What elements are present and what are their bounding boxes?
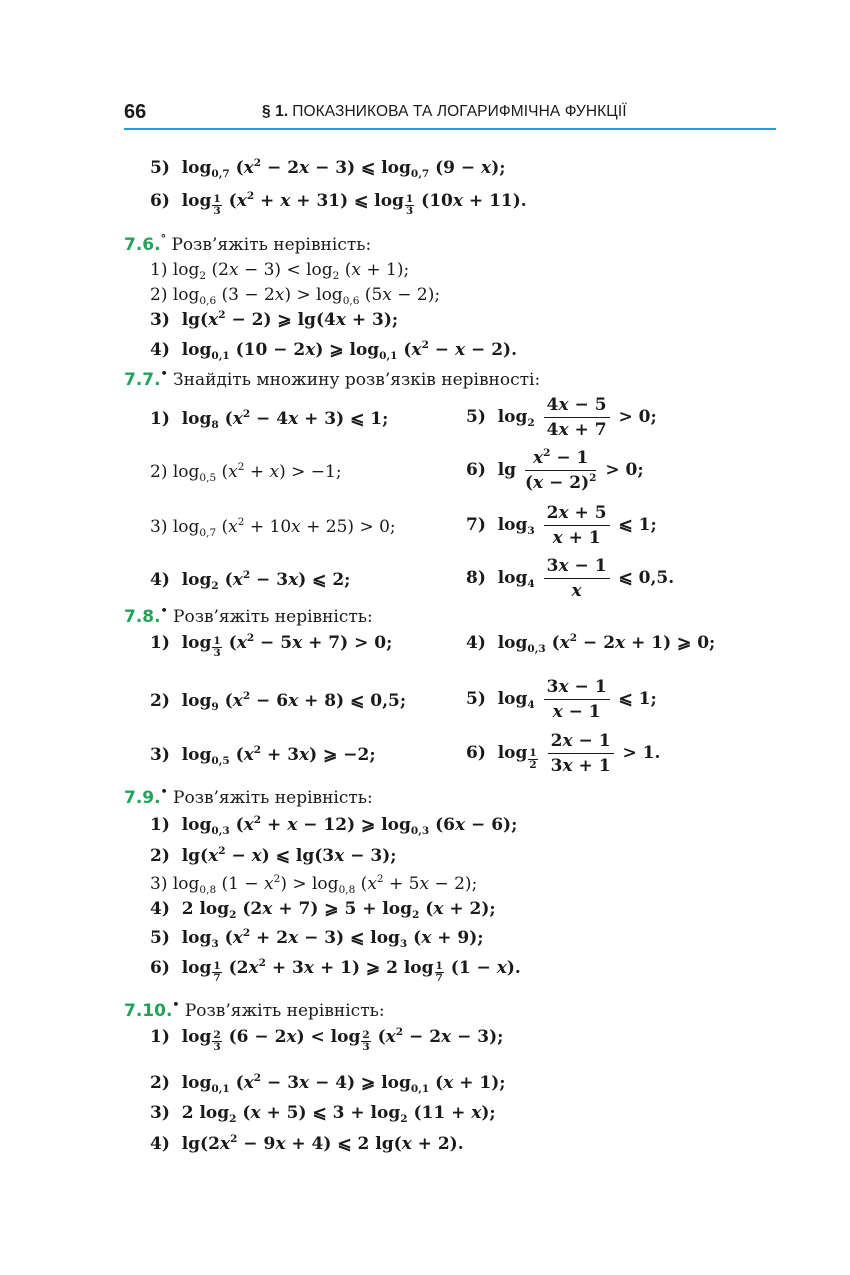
exercise-item: 5) $\log_4$ $\frac{3x - 1}{x - 1}$ ⩽ 1; [466, 677, 657, 722]
task-heading [124, 604, 373, 627]
exercise-item: 6) log $\frac{1}{3}$ $(x^2 + x + 31)$ ⩽ log $\frac{1}{3}$ (10x + 11). [150, 190, 527, 217]
exercise-item: 3) $\log_{0,5} (x^2 + 3x)$ ⩾ −2; [150, 744, 376, 767]
exercise-item: 3) $\lg(x^2 - 2)$ ⩾ lg(4x + 3); [150, 309, 399, 330]
task-instruction: Розв’яжіть нерівність: [173, 607, 373, 627]
task-heading [124, 998, 385, 1021]
exercise-item: 4) 2 $\log_2 (2x + 7)$ ⩾ $5 + \log_2 (x + 2)$; [150, 899, 496, 921]
exercise-item: 6) log $\frac{1}{2}$ $\frac{2x - 1}{3x + 1}$ > 1. [466, 731, 661, 776]
exercise-item: 2) $\lg(x^2 - x)$ ⩽ lg(3x − 3); [150, 845, 397, 866]
exercise-item: 1) $\log_2 (2x - 3) < \log_2 (x + 1)$; [150, 260, 410, 282]
exercise-item: 1) log $\frac{2}{3}$ (6 − 2x) < log $\frac{2}{3}$ $(x^2 - 2x - 3)$; [150, 1026, 504, 1053]
task-instruction: Розв’яжіть нерівність: [184, 1001, 385, 1021]
exercise-item: 5) $\log_2$ $\frac{4x - 5}{4x + 7}$ > 0; [466, 395, 657, 440]
exercise-item: 5) $\log_3 (x^2 + 2x - 3)$ ⩽ $\log_3 (x + 9)$; [150, 927, 484, 950]
running-header [262, 103, 627, 121]
exercise-item: 4) $\lg(2x^2 - 9x + 4)$ ⩽ 2 lg(x + 2). [150, 1133, 464, 1154]
task-number: 7.8.• [124, 604, 168, 627]
exercise-item: 6) lg $\frac{x^2 - 1}{(x - 2)^2}$ > 0; [466, 447, 644, 493]
exercise-item: 2) $\log_{0,1} (x^2 - 3x - 4)$ ⩾ $\log_{0,1} (x + 1)$; [150, 1072, 506, 1095]
exercise-item: 2) $\log_{0,5} (x^2 + x) > -1$; [150, 461, 342, 484]
exercise-item: 3) $\log_{0,8} (1 - x^2) > \log_{0,8} (x^2 + 5x - 2)$; [150, 873, 478, 896]
exercise-item: 7) $\log_3$ $\frac{2x + 5}{x + 1}$ ⩽ 1; [466, 503, 657, 548]
task-heading [124, 367, 541, 390]
exercise-item: 2) $\log_{0,6} (3 - 2x) > \log_{0,6} (5x - 2)$; [150, 285, 441, 307]
header-rule [124, 128, 776, 130]
exercise-item: 3) $\log_{0,7} (x^2 + 10x + 25) > 0$; [150, 516, 396, 539]
exercise-item: 3) 2 $\log_2 (x + 5)$ ⩽ $3 + \log_2 (11 + x)$; [150, 1103, 496, 1125]
task-number: 7.7.• [124, 367, 168, 390]
section-mark: § 1. [262, 103, 289, 120]
section-title: ПОКАЗНИКОВА ТА ЛОГАРИФМІЧНА ФУНКЦІЇ [292, 103, 627, 120]
task-instruction: Розв’яжіть нерівність: [173, 788, 373, 808]
task-instruction: Розв’яжіть нерівність: [171, 235, 372, 255]
task-number: 7.6.° [124, 232, 167, 255]
exercise-item: 1) $\log_8 (x^2 - 4x + 3)$ ⩽ 1; [150, 408, 389, 431]
exercise-item: 1) $\log_{0,3} (x^2 + x - 12)$ ⩾ $\log_{0,3} (6x - 6)$; [150, 814, 518, 837]
exercise-item: 4) $\log_2 (x^2 - 3x)$ ⩽ 2; [150, 569, 351, 592]
task-number: 7.9.• [124, 785, 168, 808]
task-heading [124, 785, 373, 808]
page-number: 66 [124, 101, 147, 123]
task-instruction: Знайдіть множину розв’язків нерівності: [173, 370, 541, 390]
exercise-item: 1) log $\frac{1}{3}$ $(x^2 - 5x + 7) > 0$; [150, 632, 393, 659]
exercise-item: 4) $\log_{0,1} (10 - 2x)$ ⩾ $\log_{0,1} (x^2 - x - 2)$. [150, 339, 517, 362]
exercise-item: 2) $\log_9 (x^2 - 6x + 8)$ ⩽ 0,5; [150, 690, 407, 713]
task-number: 7.10.• [124, 998, 180, 1021]
exercise-item: 5) $\log_{0,7} (x^2 - 2x - 3)$ ⩽ $\log_{0,7} (9 - x)$; [150, 157, 506, 180]
task-heading [124, 232, 372, 255]
exercise-item: 6) log $\frac{1}{7}$ $(2x^2 + 3x + 1)$ ⩾ 2 log $\frac{1}{7}$ (1 − x). [150, 957, 521, 984]
exercise-item: 4) $\log_{0,3} (x^2 - 2x + 1)$ ⩾ 0; [466, 632, 716, 655]
exercise-item: 8) $\log_4$ $\frac{3x - 1}{x}$ ⩽ 0,5. [466, 556, 675, 601]
